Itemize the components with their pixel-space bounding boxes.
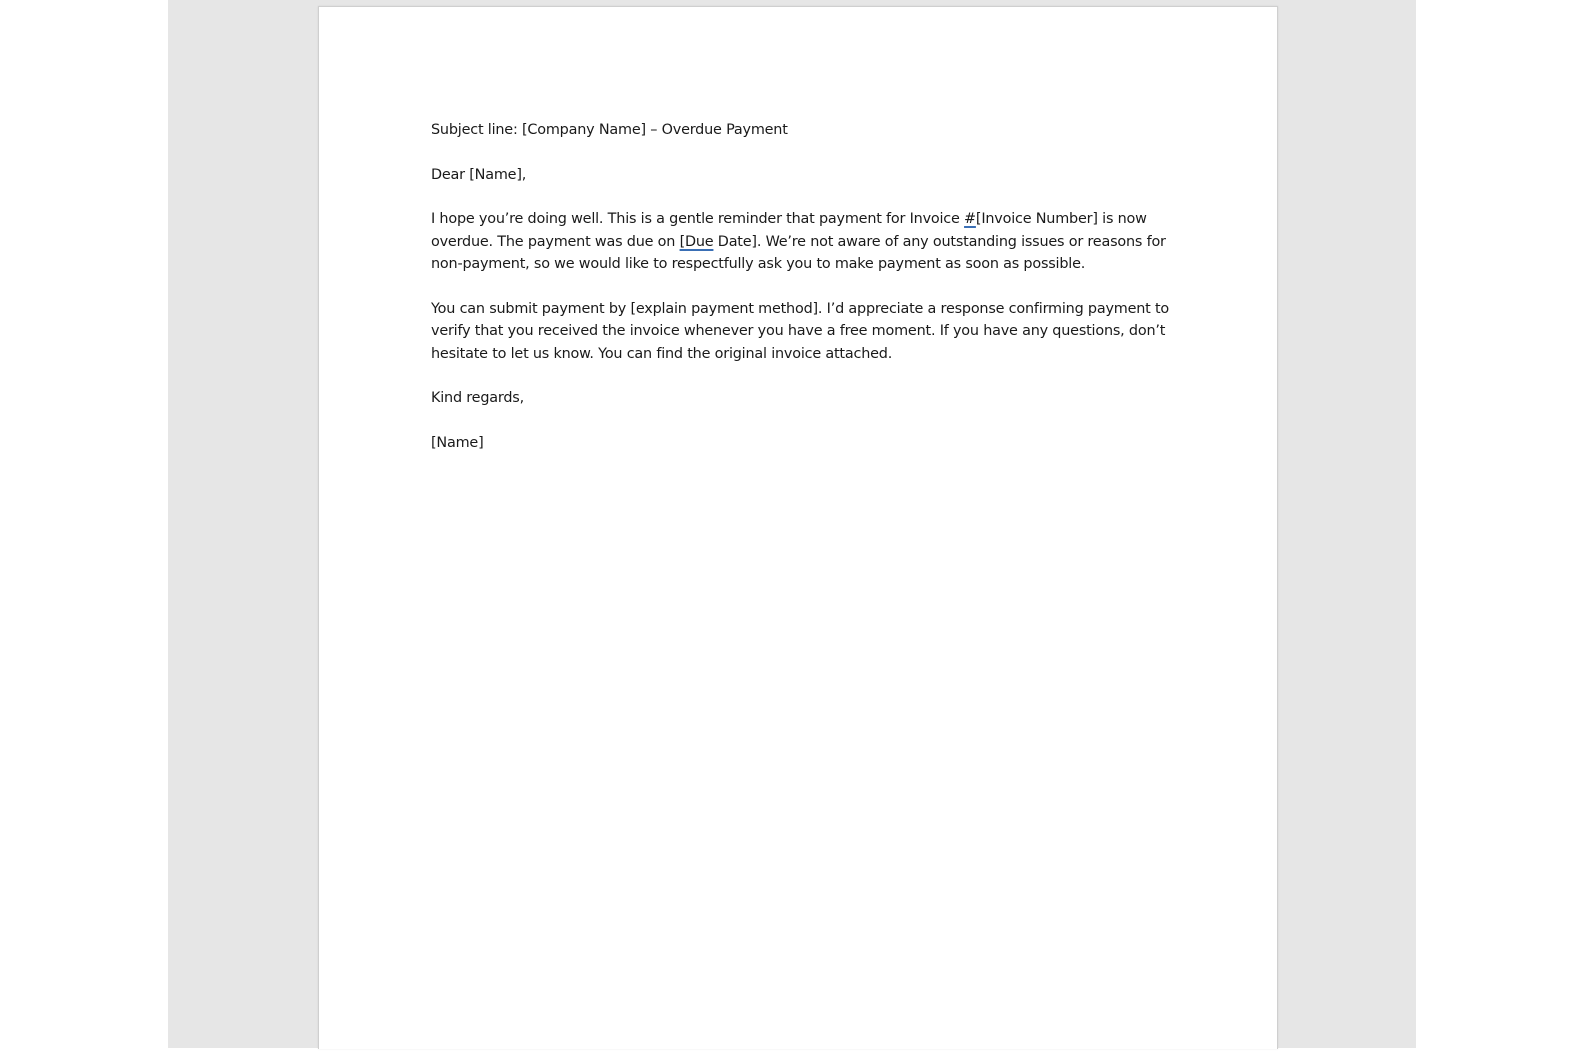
subject-line: Subject line: [Company Name] – Overdue Payment: [431, 122, 788, 138]
signature: [Name]: [431, 434, 484, 451]
paragraph-reminder-text-3: Date]. We’re not aware of any outstanding issues or reasons for non-payment, so we would like to respectfully ask you to make payment as soon as possible.: [431, 233, 1166, 272]
greeting: Dear [Name],: [431, 166, 527, 183]
spellcheck-mark-hash: #: [964, 211, 976, 227]
paragraph-reminder: [431, 208, 1171, 276]
document-page: [318, 6, 1278, 1049]
closing: Kind regards,: [431, 390, 524, 406]
paragraph-reminder-text-2: [Invoice Number] is now overdue. The payment was due on: [431, 211, 1147, 250]
spellcheck-mark-due: [Due: [679, 233, 714, 250]
document-body: [431, 119, 1171, 476]
paragraph-payment-method: You can submit payment by [explain payment method]. I’d appreciate a response confirming payment to verify that you received the invoice whenever you have a free moment. If you have any questions, don’t hesitate to let us know. You can find the original invoice attached.: [431, 300, 1170, 362]
document-viewport: [168, 0, 1416, 1048]
paragraph-reminder-text-1: I hope you’re doing well. This is a gentle reminder that payment for Invoice: [431, 211, 965, 227]
